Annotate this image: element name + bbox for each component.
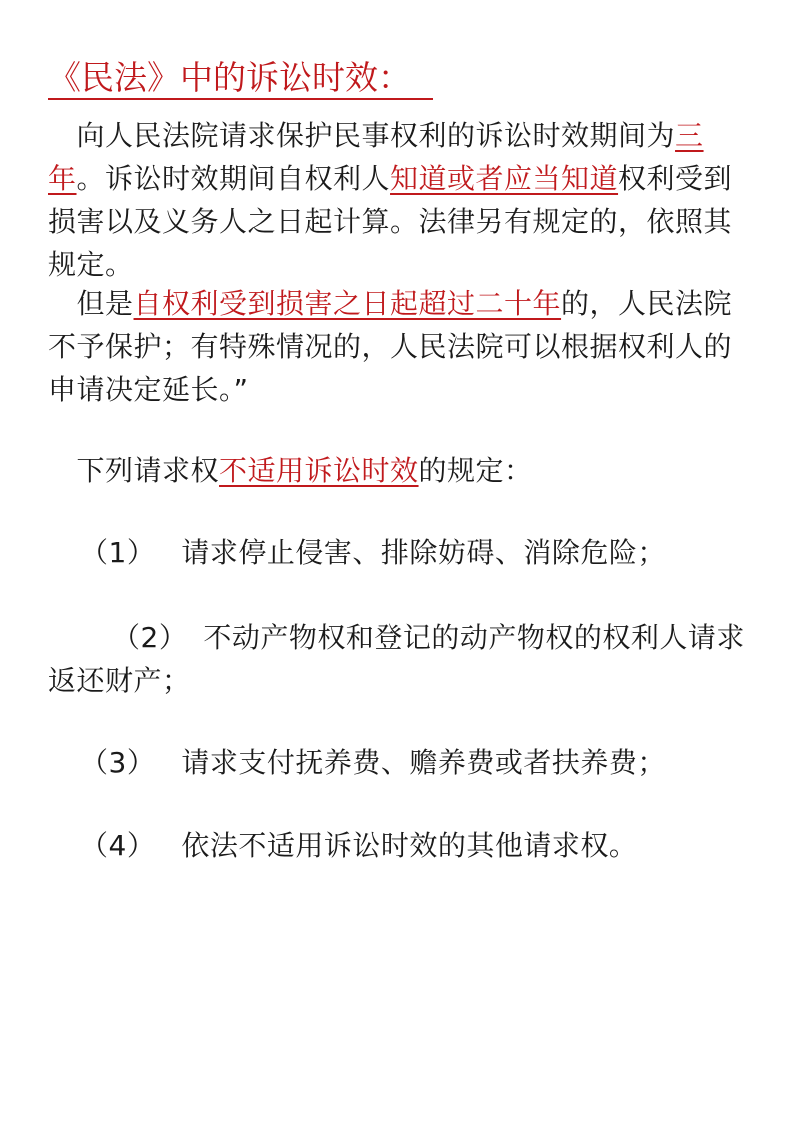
paragraph-text: 下列请求权 xyxy=(76,454,220,487)
list-item-number: （1） xyxy=(80,536,156,569)
paragraph-text: 权利受到损害以及义务人之日起计算。法律另有规定的，依照其规定。 xyxy=(48,162,733,281)
highlight-not-applicable: 不适用诉讼时效 xyxy=(219,454,419,487)
paragraph-text: 的，人民法院不予保护；有特殊情况的，人民法院可以根据权利人的申请决定延长。” xyxy=(48,287,733,406)
list-item-number: （3） xyxy=(80,746,156,779)
paragraph-text: 但是 xyxy=(76,287,134,320)
indent xyxy=(48,454,77,487)
highlight-twenty-years: 自权利受到损害之日起超过二十年 xyxy=(133,287,562,320)
document-title: 《民法》中的诉讼时效： xyxy=(48,58,433,100)
list-item-number: （4） xyxy=(80,829,156,862)
list-item-number: （2） xyxy=(112,621,188,654)
paragraph-text: 向人民法院请求保护民事权利的诉讼时效期间为 xyxy=(76,119,676,152)
list-item xyxy=(48,741,756,784)
list-item-text: 不动产物权和登记的动产物权的权利人请求返还财产； xyxy=(48,621,745,697)
list-item-text: 请求支付抚养费、赡养费或者扶养费； xyxy=(181,746,666,779)
list-item-text: 请求停止侵害、排除妨碍、消除危险； xyxy=(181,536,666,569)
highlight-three-years: 三年 xyxy=(48,119,704,195)
paragraph-text: 的规定： xyxy=(418,454,533,487)
paragraph-twenty-year-limit xyxy=(48,282,756,411)
paragraph-text: 。诉讼时效期间自权利人 xyxy=(76,162,391,195)
highlight-knew-or-should-know: 知道或者应当知道 xyxy=(390,162,619,195)
paragraph-statute-period xyxy=(48,114,756,286)
list-item-text: 依法不适用诉讼时效的其他请求权。 xyxy=(181,829,638,862)
list-item xyxy=(48,531,756,574)
list-item xyxy=(48,616,756,702)
indent xyxy=(48,119,77,152)
paragraph-exceptions-intro xyxy=(48,449,756,492)
indent xyxy=(48,287,77,320)
list-item xyxy=(48,824,756,867)
